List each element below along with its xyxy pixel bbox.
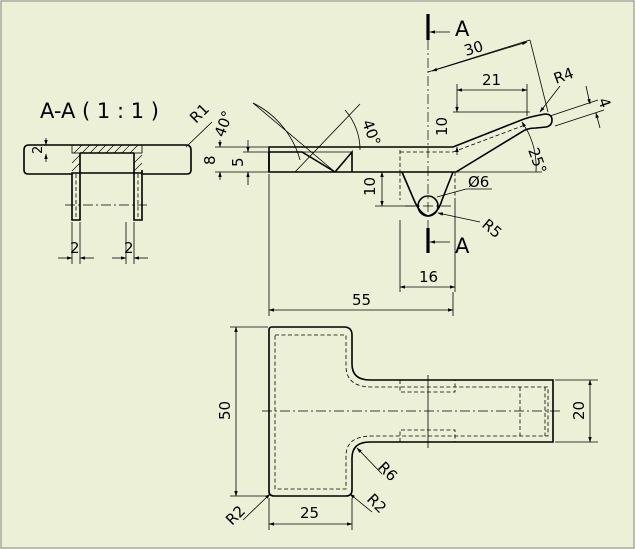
dim-50: 50 [216,400,234,420]
dim-20: 20 [570,400,588,420]
front-pocket-left [269,152,335,172]
dim-4: 4 [594,95,615,111]
front-body-outline [269,114,552,172]
dim-r2-left: R2 [222,501,249,529]
dim-16: 16 [419,268,439,286]
dim-21: 21 [482,71,502,89]
cut-label-bottom: A [455,234,470,258]
dim-section-2-right: 2 [124,239,134,257]
dim-angle-40-left: 40° [210,108,237,140]
dim-8: 8 [201,155,219,165]
dim-r1: R1 [186,99,213,127]
top-hidden-outline [275,335,548,489]
dim-10-mid: 10 [361,176,379,196]
dim-55: 55 [352,291,372,309]
dim-phi6: Ø6 [468,173,490,191]
dim-30: 30 [461,37,486,60]
dim-angle-40-right: 40° [358,117,385,149]
section-view-a-a [24,99,213,264]
section-hatching [72,145,142,171]
sheet-border [1,1,634,548]
dim-25: 25 [300,504,320,522]
dim-angle-25: 25° [524,145,551,177]
dim-5: 5 [229,157,247,167]
top-outline [269,327,553,496]
dim-section-2-top: 2 [31,145,46,154]
dim-r2-right: R2 [363,490,391,517]
section-inner-channel [80,153,134,174]
section-legs [72,174,142,220]
dim-10-top: 10 [433,116,451,136]
dim-section-2-left: 2 [70,239,80,257]
cut-label-top: A [455,17,470,41]
front-ear-outline [402,172,453,216]
dim-r4: R4 [551,64,577,88]
dim-r6: R6 [374,458,402,485]
front-view [201,14,614,316]
top-view [216,327,598,530]
section-title: A-A ( 1 : 1 ) [40,99,159,123]
front-pocket-right [335,152,352,172]
dim-r5: R5 [478,215,506,242]
section-plate-outline [24,145,191,174]
